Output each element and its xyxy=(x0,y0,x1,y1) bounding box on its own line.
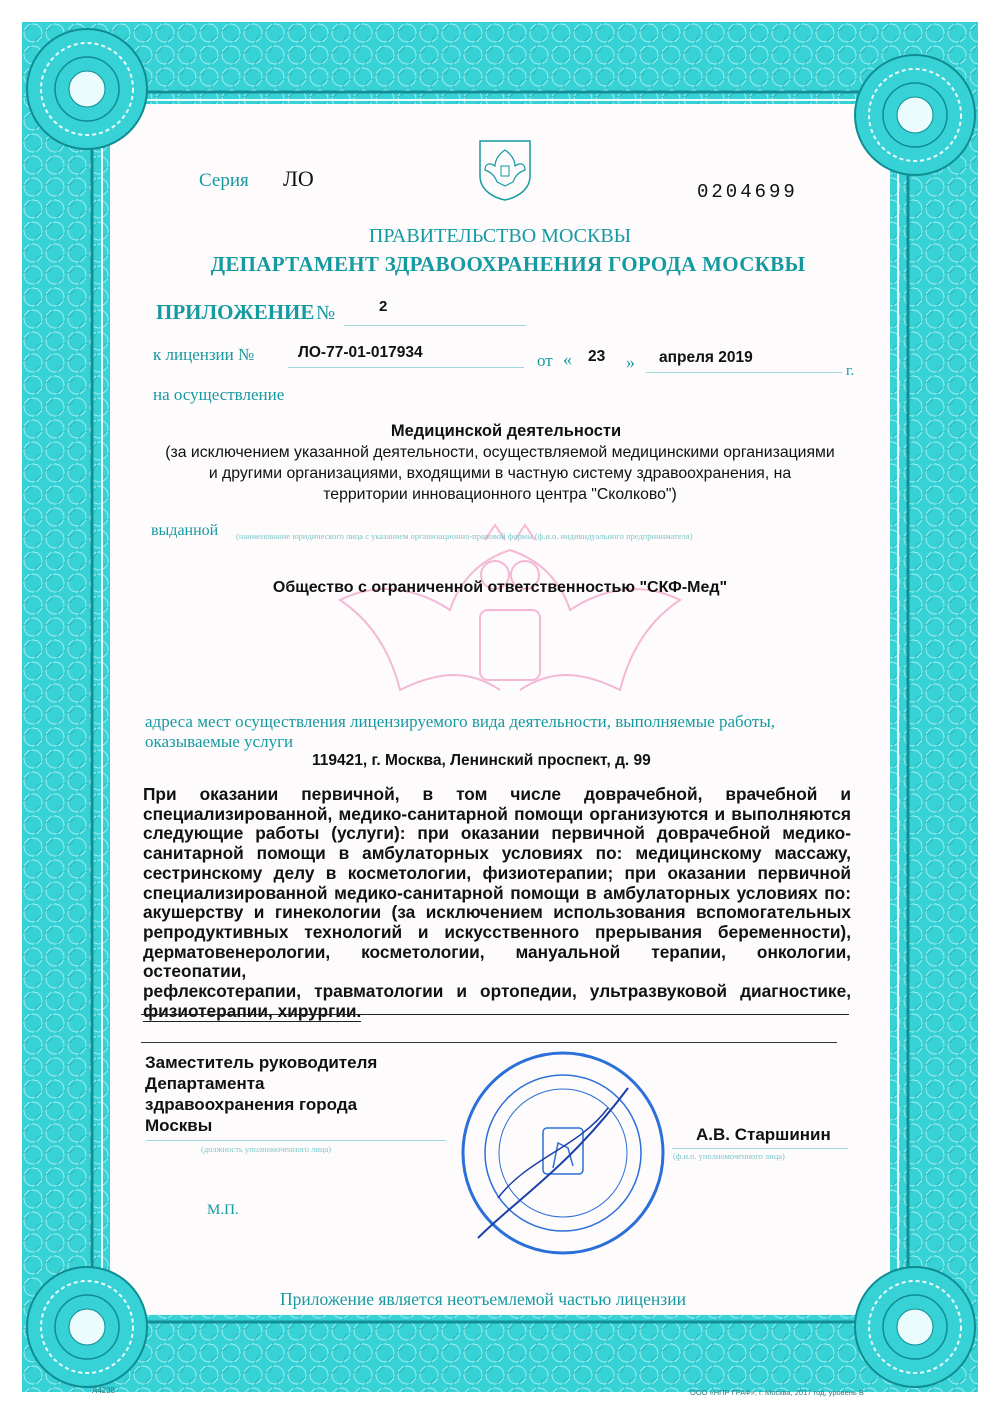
government-title: ПРАВИТЕЛЬСТВО МОСКВЫ xyxy=(368,225,632,247)
services-line: следующие работы (услуги): при оказании первичной доврачебной медико- xyxy=(143,823,851,844)
services-line: дерматовенерологии, косметологии, мануальной терапии, онкологии, остеопатии, xyxy=(143,941,851,982)
signer-position-line1: Заместитель руководителя xyxy=(145,1053,378,1072)
issued-label: выданной xyxy=(151,522,219,539)
corner-rosette-bottom-right xyxy=(850,1262,980,1392)
license-year-suffix: г. xyxy=(846,363,855,379)
services-line: специализированной медико-санитарной помощи в амбулаторных условиях по: xyxy=(143,882,851,903)
series-label: Серия xyxy=(199,170,249,191)
license-from-label: от xyxy=(537,351,553,370)
signer-name: А.В. Старшинин xyxy=(696,1125,831,1144)
license-number: ЛО-77-01-017934 xyxy=(298,344,423,361)
services-line: санитарной помощи в амбулаторных условиях по: медицинскому массажу, xyxy=(143,843,851,864)
license-month-year: апреля 2019 xyxy=(659,349,753,366)
corner-rosette-top-left xyxy=(22,24,152,154)
license-quote-open: « xyxy=(563,349,572,369)
signer-position-line3: здравоохранения города xyxy=(145,1095,358,1114)
license-number-underline xyxy=(288,367,524,368)
signer-position-line4: Москвы xyxy=(145,1116,213,1135)
name-hint: (ф.и.о. уполномоченного лица) xyxy=(673,1151,785,1161)
serial-number: 0204699 xyxy=(697,181,798,203)
license-label: к лицензии № xyxy=(153,345,255,364)
signer-position-line2: Департамента xyxy=(145,1074,265,1093)
address-value: 119421, г. Москва, Ленинский проспект, д. 99 xyxy=(312,752,651,769)
footer-note: Приложение является неотъемлемой частью лицензии xyxy=(280,1289,686,1309)
license-day: 23 xyxy=(588,348,606,365)
address-label-line2: оказываемые услуги xyxy=(145,732,294,751)
printer-info: ООО «НПР ГРАФ», г. Москва, 2017 год, уровень В xyxy=(690,1388,864,1397)
organization-name: Общество с ограниченной ответственностью "СКФ-Мед" xyxy=(272,579,728,596)
seal-place-label: М.П. xyxy=(207,1202,239,1218)
appendix-no-sign: № xyxy=(316,302,336,324)
separator-line-2 xyxy=(141,1042,837,1043)
signer-position xyxy=(145,1052,377,1136)
license-date-underline xyxy=(646,372,842,373)
appendix-underline xyxy=(344,325,526,326)
department-title: ДЕПАРТАМЕНТ ЗДРАВООХРАНЕНИЯ ГОРОДА МОСКВЫ xyxy=(210,252,806,276)
activity-note-line1: (за исключением указанной деятельности, осуществляемой медицинскими организациями xyxy=(165,444,835,461)
coat-of-arms-icon xyxy=(475,136,535,202)
address-label-line1: адреса мест осуществления лицензируемого вида деятельности, выполняемые работы, xyxy=(145,712,776,731)
services-line: репродуктивных технологий и искусственного прерывания беременности), xyxy=(143,921,851,942)
position-underline xyxy=(146,1140,446,1141)
services-line: рефлексотерапии, травматологии и ортопедии, ультразвуковой диагностике, xyxy=(143,981,851,1002)
services-line: акушерству и гинекологии (за исключением использования вспомогательных xyxy=(143,902,851,923)
appendix-number: 2 xyxy=(379,298,388,315)
activity-label: на осуществление xyxy=(153,385,285,404)
activity-note-line3: территории инновационного центра "Сколково") xyxy=(323,486,677,503)
separator-line xyxy=(141,1014,849,1015)
issued-hint: (наименование юридического лица с указанием организационно-правовой формы (ф.и.о. индивидуального предпринимателя) xyxy=(236,531,693,541)
official-stamp-icon xyxy=(458,1048,668,1258)
services-line: сестринскому делу в косметологии, физиотерапии; при оказании первичной xyxy=(143,862,851,883)
corner-rosette-top-right xyxy=(850,50,980,180)
activity-note-line2: и другими организациями, входящими в частную систему здравоохранения, на xyxy=(208,465,792,482)
appendix-label: ПРИЛОЖЕНИЕ xyxy=(156,300,315,324)
corner-rosette-bottom-left xyxy=(22,1262,152,1392)
position-hint: (должность уполномоченного лица) xyxy=(201,1144,332,1154)
services-line: специализированной, медико-санитарной помощи организуются и выполняются xyxy=(143,803,851,824)
activity-title: Медицинской деятельности xyxy=(390,422,622,440)
services-line: При оказании первичной, в том числе доврачебной, врачебной и xyxy=(143,784,851,804)
services-last-line: физиотерапии, хирургии. xyxy=(143,1000,362,1021)
series-value: ЛО xyxy=(283,166,314,191)
license-quote-close: » xyxy=(626,352,635,372)
services-text xyxy=(143,785,851,1021)
watermark-eagle-icon xyxy=(300,520,720,740)
form-code: А4238 xyxy=(92,1386,116,1395)
name-underline xyxy=(672,1148,848,1149)
